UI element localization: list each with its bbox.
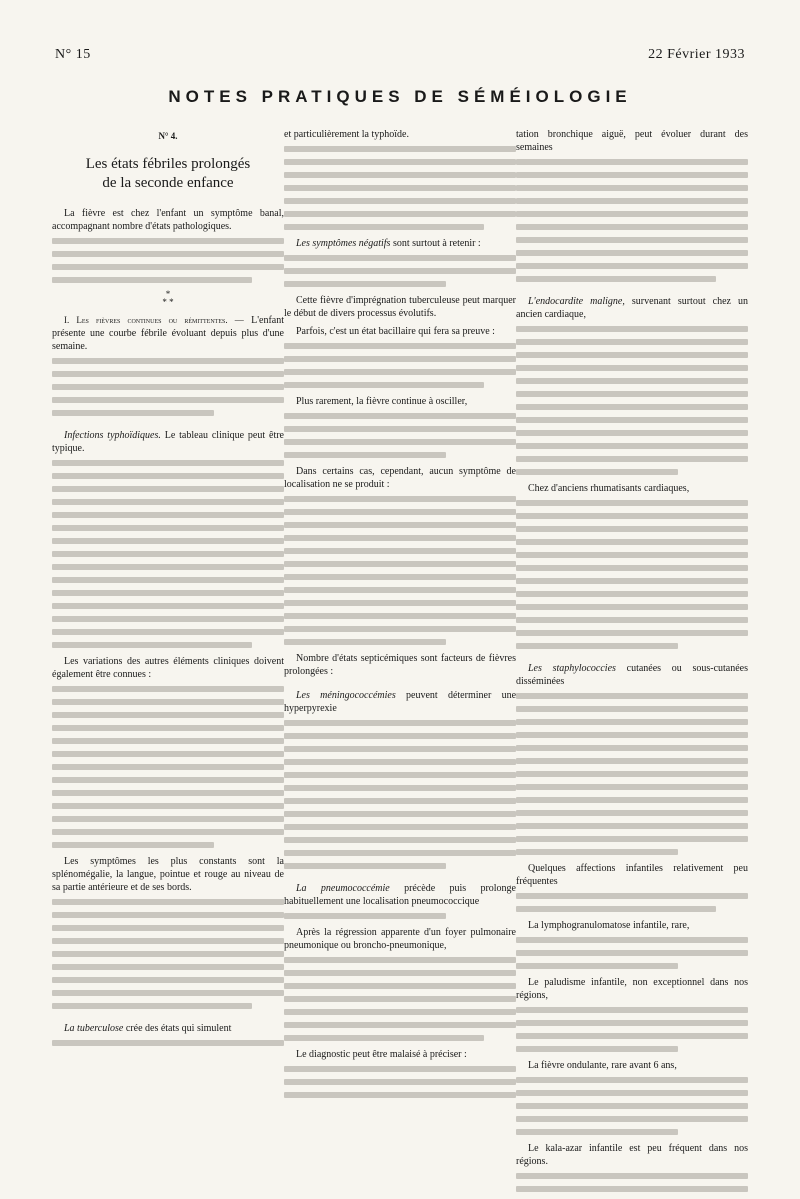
text-line — [52, 525, 284, 531]
text-line — [52, 538, 284, 544]
paragraph-text: Le tableau clinique peut être typique. — [52, 430, 284, 454]
column-3 — [516, 128, 748, 1199]
text-line — [284, 185, 516, 191]
text-line — [52, 990, 284, 996]
text-line — [52, 1003, 252, 1009]
text-line — [284, 772, 516, 778]
text-line — [516, 604, 748, 610]
text-line — [516, 1103, 748, 1109]
text-line — [516, 771, 748, 777]
paragraph-lymphogranulomatosis: La lymphogranulomatose infantile, rare, — [528, 920, 690, 931]
text-line — [52, 251, 284, 257]
text-line — [284, 957, 516, 963]
text-line — [516, 378, 748, 384]
text-line — [284, 1092, 516, 1098]
text-line — [52, 951, 284, 957]
text-line — [516, 823, 748, 829]
text-line — [284, 913, 446, 919]
text-line — [516, 1033, 748, 1039]
article-number: N° 4. — [158, 131, 178, 141]
text-line — [284, 522, 516, 528]
text-line — [284, 1066, 516, 1072]
column-1 — [52, 128, 284, 1053]
text-line — [516, 1116, 748, 1122]
paragraph-kala-azar: Le kala-azar infantile est peu fréquent dans nos régions. — [516, 1143, 748, 1167]
text-line — [516, 630, 748, 636]
text-line — [516, 276, 716, 282]
section-separator — [52, 290, 284, 306]
text-line — [284, 281, 446, 287]
article-title-line-1: Les états fébriles prolongés — [85, 156, 251, 172]
text-line — [52, 899, 284, 905]
text-line — [516, 430, 748, 436]
text-line — [52, 712, 284, 718]
subheading-negative-symptoms: Les symptômes négatifs — [296, 238, 391, 249]
text-line — [516, 565, 748, 571]
text-line — [516, 443, 748, 449]
text-line — [284, 639, 446, 645]
text-line — [516, 552, 748, 558]
text-line — [52, 790, 284, 796]
text-line — [52, 629, 284, 635]
text-line — [284, 561, 516, 567]
text-line — [284, 733, 516, 739]
text-line — [284, 863, 446, 869]
text-line — [284, 426, 516, 432]
text-line — [516, 526, 748, 532]
column-2 — [284, 128, 516, 1105]
paragraph-undulant-fever: La fièvre ondulante, rare avant 6 ans, — [528, 1060, 677, 1071]
text-line — [52, 642, 252, 648]
text-line — [284, 720, 516, 726]
text-line — [284, 343, 516, 349]
paragraph-rheumatic-patients: Chez d'anciens rhumatisants cardiaques, — [528, 483, 690, 494]
text-line — [516, 237, 748, 243]
paragraph-pneumococcemia — [284, 882, 516, 908]
text-line — [516, 810, 748, 816]
text-line — [52, 699, 284, 705]
text-line — [284, 413, 516, 419]
text-line — [52, 473, 284, 479]
paragraph-impregnation-fever: Cette fièvre d'imprégnation tuberculeuse peut marquer le début de divers processus évolutifs. — [284, 295, 516, 319]
text-line — [516, 159, 748, 165]
text-line — [516, 937, 748, 943]
paragraph-variations: Les variations des autres éléments cliniques doivent également être connues : — [52, 656, 284, 680]
text-line — [516, 513, 748, 519]
paragraph-septicemic-states: Nombre d'états septicémiques sont facteurs de fièvres prolongées : — [284, 653, 516, 677]
text-line — [52, 816, 284, 822]
text-line — [52, 264, 284, 270]
subheading-meningococcemia: Les méningococcémies — [296, 690, 396, 701]
text-line — [284, 824, 516, 830]
text-line — [52, 512, 284, 518]
text-line — [516, 950, 748, 956]
text-line — [52, 925, 284, 931]
text-line — [52, 486, 284, 492]
text-line — [284, 198, 516, 204]
text-line — [284, 626, 516, 632]
text-line — [284, 1035, 484, 1041]
text-line — [516, 326, 748, 332]
text-line — [52, 842, 214, 848]
text-line — [516, 1090, 748, 1096]
separator-star-top: * — [165, 289, 171, 299]
text-line — [284, 970, 516, 976]
text-line — [516, 643, 678, 649]
text-line — [52, 551, 284, 557]
text-line — [284, 785, 516, 791]
text-line — [52, 577, 284, 583]
text-line — [284, 496, 516, 502]
text-line — [284, 356, 516, 362]
text-line — [516, 365, 748, 371]
text-line — [284, 600, 516, 606]
text-line — [52, 410, 214, 416]
text-line — [284, 535, 516, 541]
text-line — [52, 238, 284, 244]
text-line — [516, 719, 748, 725]
text-line — [52, 590, 284, 596]
text-line — [516, 732, 748, 738]
paragraph-text: sont surtout à retenir : — [392, 238, 481, 249]
paragraph-infantile-affections: Quelques affections infantiles relativement peu fréquentes — [516, 863, 748, 887]
text-line — [516, 352, 748, 358]
text-line — [516, 1046, 678, 1052]
text-line — [516, 963, 678, 969]
text-line — [516, 693, 748, 699]
subheading-typhoid: Infections typhoïdiques. — [64, 430, 161, 441]
text-line — [284, 996, 516, 1002]
paragraph-malignant-endocarditis — [516, 295, 748, 321]
text-line — [516, 578, 748, 584]
text-line — [52, 499, 284, 505]
paragraph-intro: La fièvre est chez l'enfant un symptôme banal, accompagnant nombre d'états pathologiques. — [52, 208, 284, 232]
subheading-staphylococcies: Les staphylococcies — [528, 663, 616, 674]
text-line — [516, 1186, 748, 1192]
text-line — [284, 509, 516, 515]
subheading-malignant-endocarditis: L'endocardite maligne, — [528, 296, 625, 307]
text-line — [52, 977, 284, 983]
text-line — [516, 1007, 748, 1013]
text-line — [516, 836, 748, 842]
text-line — [284, 439, 516, 445]
text-line — [284, 798, 516, 804]
issue-number: N° 15 — [55, 47, 91, 62]
text-line — [516, 417, 748, 423]
text-line — [284, 224, 484, 230]
article-title — [52, 155, 284, 193]
text-line — [52, 564, 284, 570]
text-line — [52, 803, 284, 809]
text-line — [284, 983, 516, 989]
text-line — [516, 404, 748, 410]
text-line — [516, 849, 678, 855]
section-heading-continuous-fevers: I. Les fièvres continues ou rémittentes. — — [64, 315, 244, 325]
subheading-tuberculosis: La tuberculose — [64, 1023, 124, 1034]
text-line — [52, 938, 284, 944]
paragraph-typhoid — [52, 429, 284, 455]
paragraph-meningococcemia — [284, 689, 516, 715]
paragraph-negative-symptoms — [284, 237, 516, 250]
text-line — [516, 706, 748, 712]
paragraph-text: L'enfant présente une courbe fébrile évoluant depuis plus d'une semaine. — [52, 315, 284, 352]
text-line — [516, 784, 748, 790]
text-line — [52, 686, 284, 692]
text-line — [516, 1173, 748, 1179]
text-line — [284, 1009, 516, 1015]
text-line — [52, 371, 284, 377]
paragraph-oscillating-fever: Plus rarement, la fièvre continue à osciller, — [296, 396, 468, 407]
text-line — [516, 211, 748, 217]
text-line — [52, 777, 284, 783]
text-line — [52, 829, 284, 835]
text-line — [52, 616, 284, 622]
text-line — [284, 369, 516, 375]
text-line — [284, 613, 516, 619]
text-line — [516, 185, 748, 191]
text-line — [284, 146, 516, 152]
text-line — [284, 159, 516, 165]
text-line — [52, 277, 252, 283]
text-line — [284, 759, 516, 765]
text-line — [52, 603, 284, 609]
paragraph-text: crée des états qui simulent — [125, 1023, 232, 1034]
text-line — [516, 456, 748, 462]
text-line — [516, 591, 748, 597]
text-line — [284, 1022, 516, 1028]
paragraph-bacillary-state: Parfois, c'est un état bacillaire qui fera sa preuve : — [296, 326, 495, 337]
paragraph-text: survenant surtout chez un ancien cardiaque, — [516, 296, 748, 320]
paragraph-continuation: et particulièrement la typhoïde. — [284, 129, 409, 140]
text-line — [284, 452, 446, 458]
text-line — [284, 268, 516, 274]
text-line — [284, 382, 484, 388]
text-line — [284, 548, 516, 554]
text-line — [516, 500, 748, 506]
paragraph-text: précède puis prolonge habituellement une localisation pneumococcique — [284, 883, 516, 907]
text-line — [52, 751, 284, 757]
paragraph-staphylococcies — [516, 662, 748, 688]
text-line — [516, 263, 748, 269]
article-title-line-2: de la seconde enfance — [102, 175, 234, 191]
text-line — [516, 250, 748, 256]
text-line — [516, 391, 748, 397]
paragraph-tuberculosis — [52, 1022, 284, 1035]
text-line — [516, 758, 748, 764]
text-line — [52, 912, 284, 918]
text-line — [52, 397, 284, 403]
text-line — [52, 738, 284, 744]
text-line — [52, 725, 284, 731]
text-line — [284, 211, 516, 217]
paragraph-text: peuvent déterminer une hyperpyrexie — [284, 690, 517, 714]
text-line — [516, 906, 716, 912]
text-line — [516, 172, 748, 178]
text-line — [516, 797, 748, 803]
text-line — [516, 1129, 678, 1135]
text-line — [516, 198, 748, 204]
section-masthead: NOTES PRATIQUES DE SÉMÉIOLOGIE — [168, 87, 632, 106]
text-line — [516, 539, 748, 545]
text-line — [516, 1077, 748, 1083]
text-line — [52, 764, 284, 770]
text-line — [284, 746, 516, 752]
text-line — [516, 469, 678, 475]
text-line — [516, 745, 748, 751]
text-line — [52, 358, 284, 364]
text-line — [52, 460, 284, 466]
page-header — [55, 47, 745, 69]
text-line — [284, 837, 516, 843]
text-line — [52, 1040, 284, 1046]
subheading-pneumococcemia: La pneumococcémie — [296, 883, 390, 894]
text-line — [52, 964, 284, 970]
text-line — [284, 255, 516, 261]
paragraph-malaria: Le paludisme infantile, non exceptionnel dans nos régions, — [516, 977, 748, 1001]
separator-star-bottom: * * — [162, 297, 174, 307]
text-line — [516, 617, 748, 623]
text-line — [284, 587, 516, 593]
text-line — [284, 850, 516, 856]
paragraph-text: cutanées ou sous-cutanées disséminées — [516, 663, 749, 687]
text-line — [52, 384, 284, 390]
issue-date: 22 Février 1933 — [648, 47, 745, 62]
paragraph-diagnosis: Le diagnostic peut être malaisé à préciser : — [296, 1049, 467, 1060]
text-line — [284, 172, 516, 178]
text-line — [516, 339, 748, 345]
text-line — [284, 811, 516, 817]
paragraph-symptoms: Les symptômes les plus constants sont la splénomégalie, la langue, pointue et rouge au niveau de sa partie antérieure et de ses bords. — [52, 856, 284, 893]
paragraph-pulmonary-focus: Après la régression apparente d'un foyer pulmonaire pneumonique ou broncho-pneumonique, — [284, 927, 516, 951]
text-line — [516, 1020, 748, 1026]
text-line — [284, 574, 516, 580]
paragraph-no-localisation: Dans certains cas, cependant, aucun symptôme de localisation ne se produit : — [284, 466, 516, 490]
text-line — [284, 1079, 516, 1085]
paragraph-continuous-fevers — [52, 314, 284, 353]
paragraph-continuation: tation bronchique aiguë, peut évoluer durant des semaines — [516, 129, 748, 153]
text-line — [516, 893, 748, 899]
text-line — [516, 224, 748, 230]
